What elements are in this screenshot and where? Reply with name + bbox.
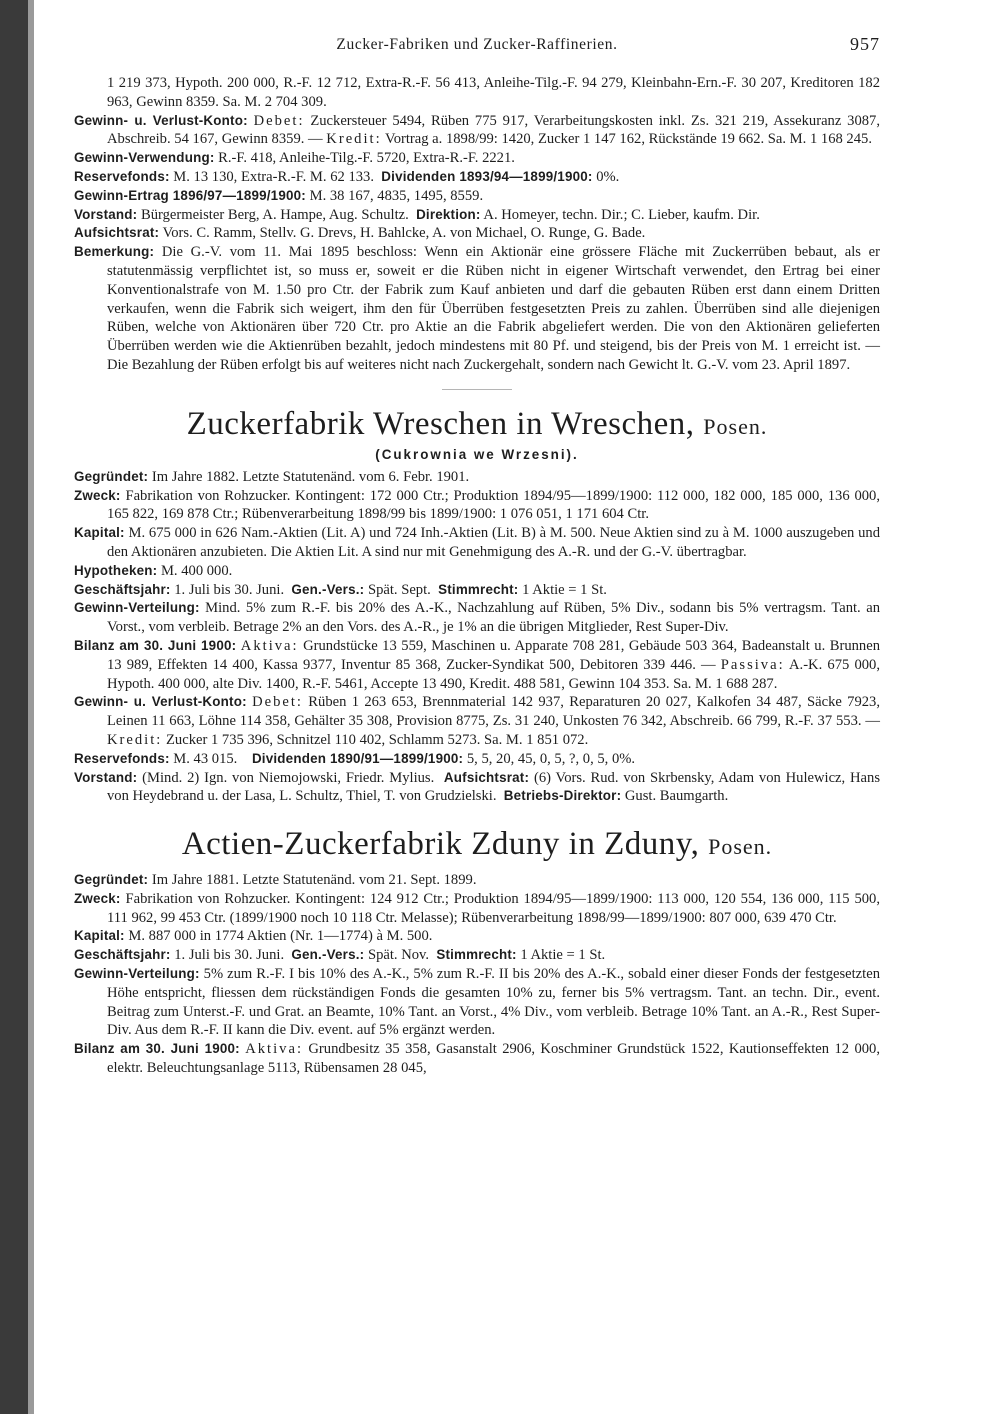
label-reserves: Reservefonds: (74, 750, 170, 766)
entry-fiscal-year (74, 581, 880, 600)
label-profit-use: Gewinn-Verwendung: (74, 150, 215, 166)
label-reserves: Reservefonds: (74, 168, 170, 184)
entry-founded (74, 871, 880, 890)
running-head (74, 36, 880, 58)
value-board: Bürgermeister Berg, A. Hampe, Aug. Schultz. (140, 206, 409, 223)
company-heading-zduny (74, 824, 880, 867)
label-aktiva: Aktiva: (245, 1041, 303, 1058)
entry-purpose (74, 890, 880, 928)
book-binding-edge (0, 0, 28, 1414)
label-founded: Gegründet: (74, 468, 149, 484)
label-remark: Bemerkung: (74, 244, 155, 260)
label-purpose: Zweck: (74, 487, 121, 503)
value-profit-use: R.-F. 418, Anleihe-Tilg.-F. 5720, Extra-R.-F. 2221. (218, 150, 515, 167)
label-supervisory-board: Aufsichtsrat: (443, 769, 530, 785)
value-passiva: A.-K. 675 000, Hypoth. 400 000, alte Div. 1400, R.-F. 5461, Accepte 13 490, Kredit. 488 581, Gewinn 104 353. Sa. M. 1 688 287. (107, 656, 880, 692)
value-founded: Im Jahre 1881. Letzte Statutenänd. vom 21. Sept. 1899. (151, 872, 477, 889)
value-dividends: 0%. (596, 168, 620, 185)
label-dividends: Dividenden 1893/94—1899/1900: (381, 168, 593, 184)
section-divider (442, 389, 512, 390)
label-profit-loss: Gewinn- u. Verlust-Konto: (74, 694, 247, 710)
value-founded: Im Jahre 1882. Letzte Statutenänd. vom 6. Febr. 1901. (151, 468, 470, 485)
label-fiscal-year: Geschäftsjahr: (74, 947, 171, 963)
entry-fiscal-year (74, 946, 880, 965)
value-board: (Mind. 2) Ign. von Niemojowski, Friedr. Mylius. (142, 769, 435, 786)
label-general-meeting: Gen.-Vers.: (291, 947, 365, 963)
entry-profit-distribution (74, 599, 880, 637)
label-kredit: Kredit: (107, 731, 163, 748)
label-balance: Bilanz am 30. Juni 1900: (74, 637, 237, 653)
value-supervisory-board: Vors. C. Ramm, Stellv. G. Drevs, H. Bahlcke, A. von Michael, O. Runge, G. Bade. (162, 225, 646, 242)
value-dividends: 5, 5, 20, 45, 0, 5, ?, 0, 5, 0%. (466, 750, 636, 767)
balance-continuation: 1 219 373, Hypoth. 200 000, R.-F. 12 712, Extra-R.-F. 56 413, Anleihe-Tilg.-F. 94 279, Kleinbahn-Ern.-F. 30 207, Kreditoren 182 963, Gewinn 8359. Sa. M. 2 704 309. (107, 75, 880, 110)
label-mortgages: Hypotheken: (74, 562, 158, 578)
value-reserves: M. 13 130, Extra-R.-F. M. 62 133. (173, 168, 374, 185)
label-direction: Direktion: (416, 206, 481, 222)
label-debet: Debet: (252, 694, 303, 711)
label-voting-right: Stimmrecht: (438, 581, 519, 597)
value-profit-distribution: Mind. 5% zum R.-F. bis 20% des A.-K., Nachzahlung auf Rüben, 5% Div., sodann bis 5% vertragsm. Tant. an Vorst., vom verbleib. Betrage 2% an den Vors. des A.-R., je 1% an die übrigen Mitglieder, Rest Super-Div. (107, 600, 880, 636)
value-remark: Die G.-V. vom 11. Mai 1895 beschloss: Wenn ein Aktionär eine grössere Fläche mit Zuckerrüben bebaut, als er statutenmässig verpflichtet ist, so muss er, soweit er die Rüben nicht in eigener Wirtschaft verwendet, den Ertrag bei einer Konventionalstrafe von M. 1.50 pro Ctr. der Fabrik zum Kauf anbieten und darf die gebauten Rüben erst dann einem Dritten verkaufen, wenn die Fabrik sich weigert, ihm den für Überrüben festgesetzten Preis zu zahlen. Überrüben sind alle diejenigen Rüben, welche von Aktionären über 720 Ctr. pro Aktie an die Fabrik abgeliefert werden. Die von den Aktionären gelieferten Überrüben werden wie die Aktienrüben bezahlt, jedoch mindestens mit 80 Pf. und steigend, bis der Preis von M. 1 erreicht ist. — Die Bezahlung der Rüben erfolgt bis auf weiteres nicht nach Zuckergehalt, sondern nach Gewicht lt. G.-V. vom 23. April 1897. (107, 244, 880, 373)
entry-profit-loss (74, 112, 880, 150)
label-balance: Bilanz am 30. Juni 1900: (74, 1041, 240, 1057)
value-general-meeting: Spät. Nov. (367, 947, 430, 964)
value-debet: Rüben 1 263 653, Brennmaterial 142 937, Reparaturen 20 027, Kalkofen 34 487, Säcke 7923, Leinen 11 663, Löhne 114 358, Gehälter 35 308, Provision 8775, Zs. 31 240, Unkosten 76 342, Abschreib. 66 799, R.-F. 37 553. — (107, 694, 880, 730)
page-body (74, 74, 880, 1078)
page-number: 957 (850, 34, 880, 54)
label-general-meeting: Gen.-Vers.: (291, 581, 365, 597)
value-profit-yield: M. 38 167, 4835, 1495, 8559. (309, 187, 484, 204)
entry-profit-use (74, 149, 880, 168)
label-capital: Kapital: (74, 525, 125, 541)
label-supervisory-board: Aufsichtsrat: (74, 225, 160, 241)
value-operations-director: Gust. Baumgarth. (624, 788, 729, 805)
value-mortgages: M. 400 000. (160, 562, 233, 579)
label-debet: Debet: (253, 112, 305, 129)
value-aktiva: Grundbesitz 35 358, Gasanstalt 2906, Koschminer Grundstück 1522, Kautionseffekten 12 000, elektr. Beleuchtungsanlage 5113, Rübensamen 28 045, (107, 1041, 880, 1077)
entry-capital (74, 927, 880, 946)
book-binding-shadow (28, 0, 34, 1414)
company-location: Posen. (708, 834, 773, 860)
entry-purpose (74, 487, 880, 525)
label-passiva: Passiva: (720, 656, 785, 673)
value-voting-right: 1 Aktie = 1 St. (522, 581, 607, 598)
entry-profit-distribution (74, 965, 880, 1040)
label-profit-distribution: Gewinn-Verteilung: (74, 600, 200, 616)
value-purpose: Fabrikation von Rohzucker. Kontingent: 172 000 Ctr.; Produktion 1894/95—1899/1900: 112 000, 182 000, 185 000, 136 000, 165 822, 169 878 Ctr.; Rübenverarbeitung 1898/99 bis 1899/1900: 1 076 051, 1 171 604 Ctr. (107, 487, 881, 523)
entry-reserves (74, 750, 880, 769)
entry-supervisory-board (74, 224, 880, 243)
value-kredit: Zucker 1 735 396, Schnitzel 110 402, Schlamm 5273. Sa. M. 1 851 072. (166, 731, 589, 748)
value-debet: Zuckersteuer 5494, Rüben 775 917, Verarbeitungskosten inkl. Zs. 321 219, Assekuranz 3087, Abschreib. 54 167, Gewinn 8359. — (107, 112, 880, 148)
value-capital: M. 887 000 in 1774 Aktien (Nr. 1—1774) à M. 500. (128, 928, 433, 945)
entry-board (74, 769, 880, 807)
label-profit-distribution: Gewinn-Verteilung: (74, 966, 200, 982)
value-profit-distribution: 5% zum R.-F. I bis 10% des A.-K., 5% zum R.-F. II bis 20% des A.-K., sobald einer dieser Fonds der festgesetzten Höhe entspricht, fliessen dem rückständigen Fonds die gesamten 10% zu, ferner bis 5% vertragsm. Tant. an techn. Dir., event. Beitrag zum Unterst.-F. und Grat. an Beamte, 10% Tant. an Vorst., 4% Div., vom verbleib. Betrage 10% Tant. an A.-R., Rest Super-Div. Aus dem R.-F. II kann die Div. event. auf 5% ergänzt werden. (107, 966, 880, 1039)
value-supervisory-board: (6) Vors. Rud. von Skrbensky, Adam von Hulewicz, Hans von Heydebrand u. der Lasa, L. Schultz, Thiel, T. von Grudzielski. (107, 769, 881, 805)
value-general-meeting: Spät. Sept. (367, 581, 431, 598)
label-capital: Kapital: (74, 928, 125, 944)
label-profit-yield: Gewinn-Ertrag 1896/97—1899/1900: (74, 187, 306, 203)
label-founded: Gegründet: (74, 872, 149, 888)
entry-mortgages (74, 562, 880, 581)
entry-founded (74, 468, 880, 487)
entry-balance (74, 1040, 880, 1078)
running-title: Zucker-Fabriken und Zucker-Raffinerien. (336, 36, 618, 53)
label-board: Vorstand: (74, 769, 138, 785)
value-kredit: Vortrag a. 1898/99: 1420, Zucker 1 147 162, Rückstände 19 662. Sa. M. 1 168 245. (385, 131, 872, 148)
entry-remark (74, 243, 880, 375)
value-fiscal-year: 1. Juli bis 30. Juni. (174, 581, 285, 598)
entry-reserves (74, 168, 880, 187)
entry-balance (74, 637, 880, 693)
value-fiscal-year: 1. Juli bis 30. Juni. (174, 947, 285, 964)
value-aktiva: Grundstücke 13 559, Maschinen u. Apparate 708 281, Gebäude 503 364, Badeanstalt u. Brunnen 13 989, Effekten 14 400, Kassa 9377, Inventur 85 368, Zucker-Syndikat 500, Debitoren 339 446. — (107, 637, 881, 673)
entry-capital (74, 524, 880, 562)
label-kredit: Kredit: (326, 131, 382, 148)
company-subtitle: (Cukrownia we Wrzesni). (375, 446, 579, 462)
value-purpose: Fabrikation von Rohzucker. Kontingent: 124 912 Ctr.; Produktion 1894/95—1899/1900: 113 000, 120 554, 136 000, 115 500, 111 962, 99 453 Ctr. (1899/1900 noch 10 118 Ctr. Melasse); Rübenverarbeitung 1898/99—1899/1900: 807 000, 639 470 Ctr. (107, 890, 880, 926)
company-heading-wreschen (74, 404, 880, 447)
label-purpose: Zweck: (74, 890, 121, 906)
label-profit-loss: Gewinn- u. Verlust-Konto: (74, 112, 248, 128)
entry-profit-yield (74, 187, 880, 206)
label-board: Vorstand: (74, 206, 138, 222)
entry-profit-loss (74, 693, 880, 749)
company-title: Actien-Zuckerfabrik Zduny in Zduny, (181, 826, 700, 863)
value-capital: M. 675 000 in 626 Nam.-Aktien (Lit. A) und 724 Inh.-Aktien (Lit. B) à M. 500. Neue Aktien sind zu à M. 1000 auszugeben und den Aktionären anzubieten. Die Aktien Lit. A sind nur mit Genehmigung des A.-R. und der G.-V. übertragbar. (107, 525, 880, 560)
label-aktiva: Aktiva: (240, 637, 299, 654)
label-fiscal-year: Geschäftsjahr: (74, 581, 171, 597)
label-dividends: Dividenden 1890/91—1899/1900: (251, 750, 464, 766)
company-title: Zuckerfabrik Wreschen in Wreschen, (186, 405, 695, 442)
value-voting-right: 1 Aktie = 1 St. (520, 947, 606, 964)
label-operations-director: Betriebs-Direktor: (503, 788, 622, 804)
company-location: Posen. (703, 413, 768, 439)
value-reserves: M. 43 015. (173, 750, 238, 767)
label-voting-right: Stimmrecht: (436, 947, 517, 963)
entry-board (74, 206, 880, 225)
value-direction: A. Homeyer, techn. Dir.; C. Lieber, kaufm. Dir. (483, 206, 760, 223)
